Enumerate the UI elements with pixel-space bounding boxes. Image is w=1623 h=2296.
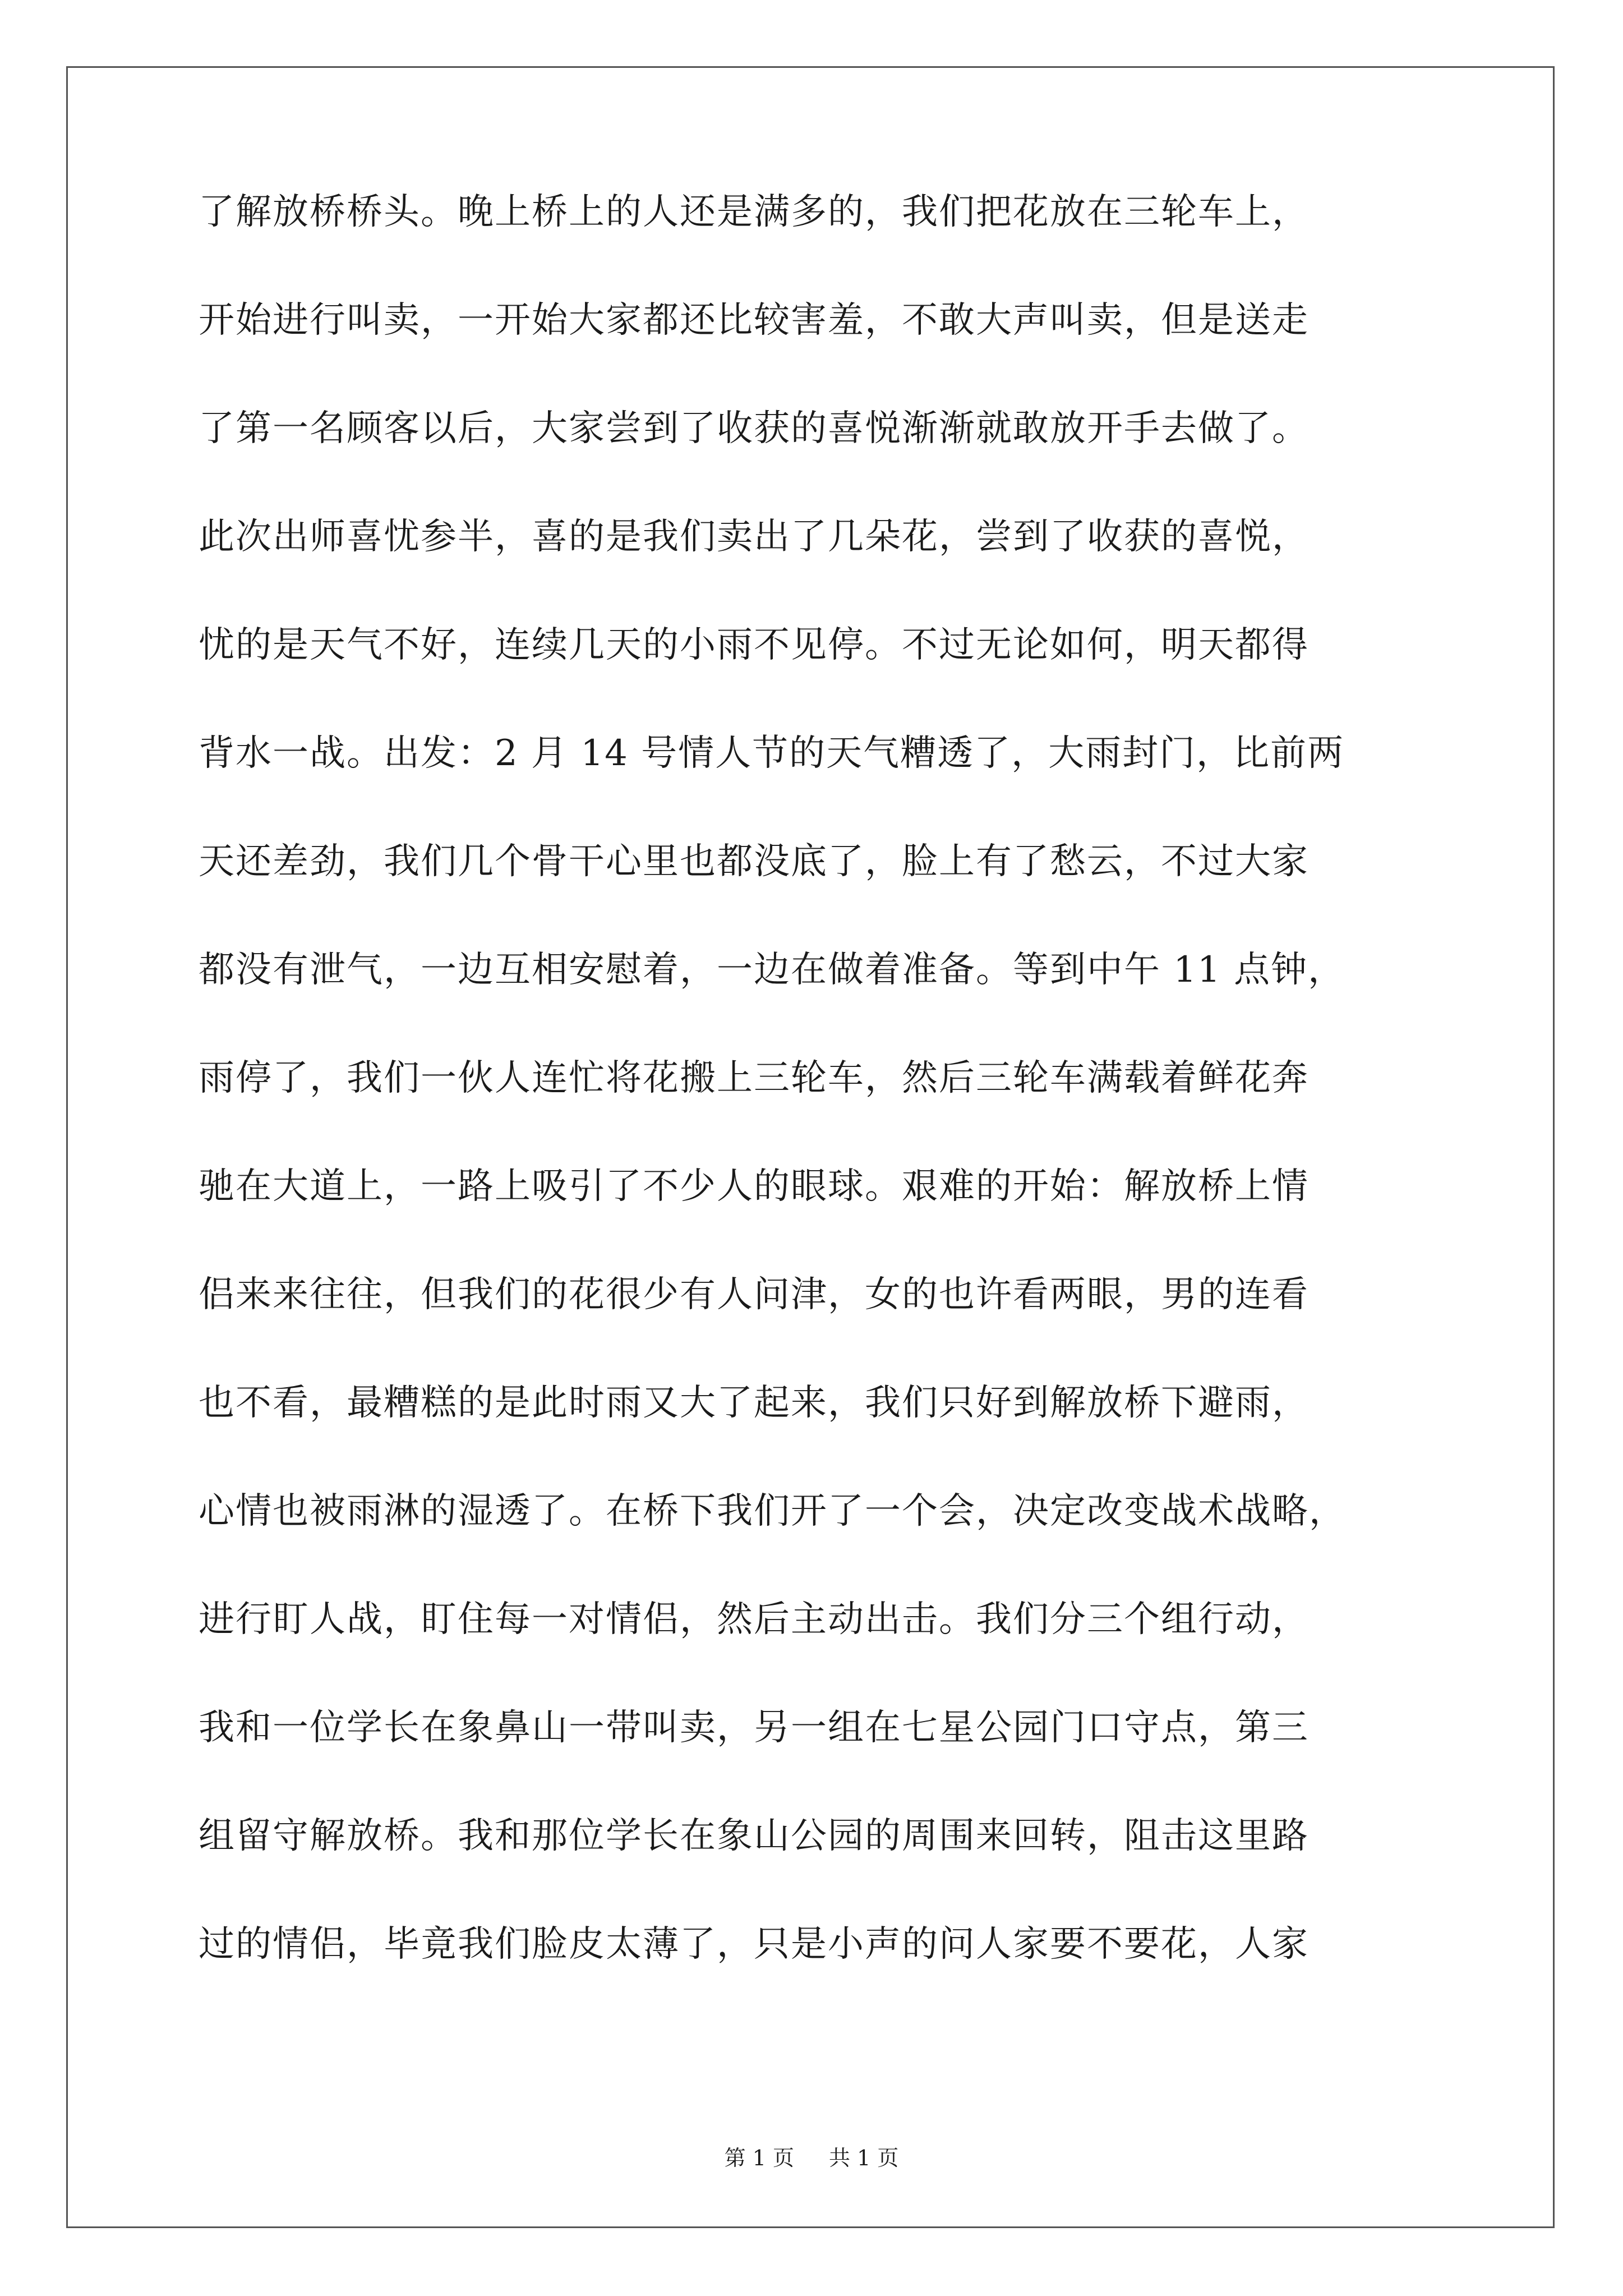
text-line: 背水一战。出发：2 月 14 号情人节的天气糟透了，大雨封门，比前两 bbox=[199, 733, 1345, 774]
text-line: 心情也被雨淋的湿透了。在桥下我们开了一个会，决定改变战术战略， bbox=[199, 1490, 1346, 1532]
text-line: 我和一位学长在象鼻山一带叫卖，另一组在七星公园门口守点，第三 bbox=[199, 1707, 1309, 1749]
text-line: 开始进行叫卖，一开始大家都还比较害羞，不敢大声叫卖，但是送走 bbox=[199, 300, 1309, 341]
page-number: 第 1 页 bbox=[724, 2146, 794, 2170]
text-line: 雨停了，我们一伙人连忙将花搬上三轮车，然后三轮车满载着鲜花奔 bbox=[199, 1057, 1309, 1099]
text-line: 了第一名顾客以后，大家尝到了收获的喜悦渐渐就敢放开手去做了。 bbox=[199, 408, 1309, 449]
text-line: 天还差劲，我们几个骨干心里也都没底了，脸上有了愁云，不过大家 bbox=[199, 841, 1309, 882]
document-body bbox=[199, 185, 1460, 2026]
text-line: 进行盯人战，盯住每一对情侣，然后主动出击。我们分三个组行动， bbox=[199, 1599, 1309, 1640]
text-line: 都没有泄气，一边互相安慰着，一边在做着准备。等到中午 11 点钟， bbox=[199, 949, 1345, 991]
text-line: 此次出师喜忧参半，喜的是我们卖出了几朵花，尝到了收获的喜悦， bbox=[199, 516, 1309, 558]
text-line: 侣来来往往，但我们的花很少有人问津，女的也许看两眼，男的连看 bbox=[199, 1274, 1309, 1315]
text-line: 了解放桥桥头。晚上桥上的人还是满多的，我们把花放在三轮车上， bbox=[199, 191, 1309, 233]
text-line: 也不看，最糟糕的是此时雨又大了起来，我们只好到解放桥下避雨， bbox=[199, 1382, 1309, 1424]
text-line: 驰在大道上，一路上吸引了不少人的眼球。艰难的开始：解放桥上情 bbox=[199, 1166, 1309, 1207]
text-line: 忧的是天气不好，连续几天的小雨不见停。不过无论如何，明天都得 bbox=[199, 624, 1309, 666]
text-line: 组留守解放桥。我和那位学长在象山公园的周围来回转，阻击这里路 bbox=[199, 1815, 1309, 1857]
page-total: 共 1 页 bbox=[829, 2146, 899, 2170]
page-footer bbox=[0, 2144, 1623, 2172]
text-line: 过的情侣，毕竟我们脸皮太薄了，只是小声的问人家要不要花，人家 bbox=[199, 1924, 1309, 1965]
